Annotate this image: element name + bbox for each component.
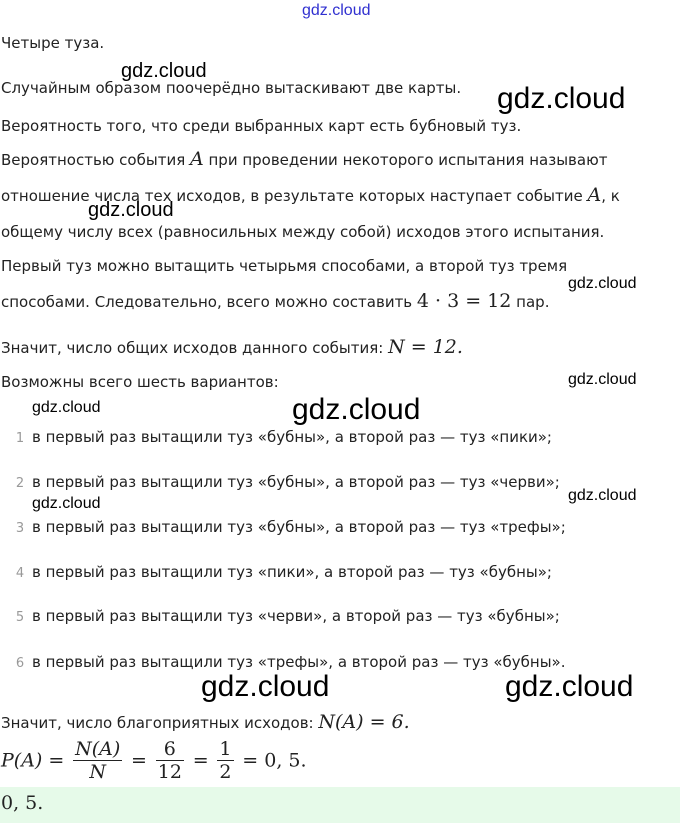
- text-fragment: пар.: [511, 293, 550, 311]
- list-item: [0, 428, 552, 446]
- watermark: gdz.cloud: [568, 275, 637, 292]
- answer-value: 0, 5.: [1, 792, 44, 814]
- probability-formula: [1, 738, 307, 783]
- text-fragment: при проведении некоторого испытания называют: [203, 151, 608, 169]
- site-logo[interactable]: gdz.cloud: [302, 2, 371, 19]
- list-item: [0, 653, 566, 671]
- fraction-denominator: 12: [157, 761, 182, 783]
- definition-line-1: [1, 148, 607, 170]
- list-text: в первый раз вытащили туз «бубны», а второй раз — туз «пики»;: [32, 428, 552, 446]
- math-expression: N(A) = 6.: [318, 711, 410, 733]
- list-text: в первый раз вытащили туз «пики», а второй раз — туз «бубны»;: [32, 563, 552, 581]
- math-variable: A: [189, 148, 204, 170]
- text-fragment: способами. Следовательно, всего можно составить: [1, 293, 417, 311]
- fraction: [73, 738, 122, 783]
- watermark: gdz.cloud: [568, 487, 637, 504]
- watermark: gdz.cloud: [32, 399, 101, 416]
- watermark: gdz.cloud: [88, 199, 174, 221]
- list-item: [0, 473, 560, 491]
- text-fragment: Значит, число общих исходов данного события:: [1, 339, 389, 357]
- list-number: 1: [15, 431, 25, 446]
- fraction-numerator: 1: [219, 738, 232, 760]
- list-item: [0, 563, 552, 581]
- condition-line-2: Случайным образом поочерёдно вытаскивают две карты.: [1, 79, 462, 97]
- total-outcomes-line: [1, 336, 463, 358]
- watermark: gdz.cloud: [497, 82, 626, 115]
- list-item: [0, 518, 566, 536]
- watermark: gdz.cloud: [201, 670, 330, 703]
- fraction: [217, 738, 233, 783]
- fraction-numerator: N(A): [75, 738, 121, 760]
- math-expression: N = 12.: [388, 336, 463, 358]
- fraction-denominator: 2: [219, 761, 232, 783]
- list-item: [0, 607, 560, 625]
- fraction: [156, 738, 184, 783]
- fraction-denominator: N: [89, 761, 106, 783]
- watermark: gdz.cloud: [505, 670, 634, 703]
- solution-line-2: [1, 290, 549, 312]
- text-fragment: Вероятностью события: [1, 151, 190, 169]
- text-fragment: Значит, число благоприятных исходов:: [1, 714, 319, 732]
- list-number: 4: [15, 566, 25, 581]
- watermark: gdz.cloud: [32, 495, 101, 512]
- math-variable: A: [587, 184, 602, 206]
- variants-intro: Возможны всего шесть вариантов:: [1, 373, 279, 391]
- list-text: в первый раз вытащили туз «трефы», а второй раз — туз «бубны».: [32, 653, 566, 671]
- list-text: в первый раз вытащили туз «бубны», а второй раз — туз «черви»;: [32, 473, 560, 491]
- list-number: 2: [15, 476, 25, 491]
- watermark: gdz.cloud: [568, 371, 637, 388]
- math-expression: 4 · 3 = 12: [416, 290, 512, 312]
- text-fragment: отношение числа тех исходов, в результате которых наступает событие: [1, 187, 588, 205]
- equals-sign: =: [131, 749, 147, 772]
- list-text: в первый раз вытащили туз «черви», а второй раз — туз «бубны»;: [32, 607, 560, 625]
- text-fragment: , к: [601, 187, 620, 205]
- formula-lhs: P(A) =: [1, 749, 65, 772]
- list-number: 5: [15, 610, 25, 625]
- definition-line-3: общему числу всех (равносильных между собой) исходов этого испытания.: [1, 223, 605, 241]
- watermark: gdz.cloud: [121, 60, 207, 82]
- solution-line-1: Первый туз можно вытащить четырьмя способами, а второй туз тремя: [1, 257, 568, 275]
- favorable-outcomes-line: [1, 711, 410, 733]
- list-text: в первый раз вытащили туз «бубны», а второй раз — туз «трефы»;: [32, 518, 566, 536]
- list-number: 3: [15, 521, 25, 536]
- condition-line-1: Четыре туза.: [1, 34, 105, 52]
- question-line: Вероятность того, что среди выбранных карт есть бубновый туз.: [1, 117, 522, 135]
- fraction-numerator: 6: [156, 738, 184, 761]
- formula-tail: = 0, 5.: [242, 749, 307, 772]
- equals-sign: =: [192, 749, 209, 772]
- watermark: gdz.cloud: [292, 393, 421, 426]
- list-number: 6: [15, 656, 25, 671]
- answer-box: [0, 787, 680, 823]
